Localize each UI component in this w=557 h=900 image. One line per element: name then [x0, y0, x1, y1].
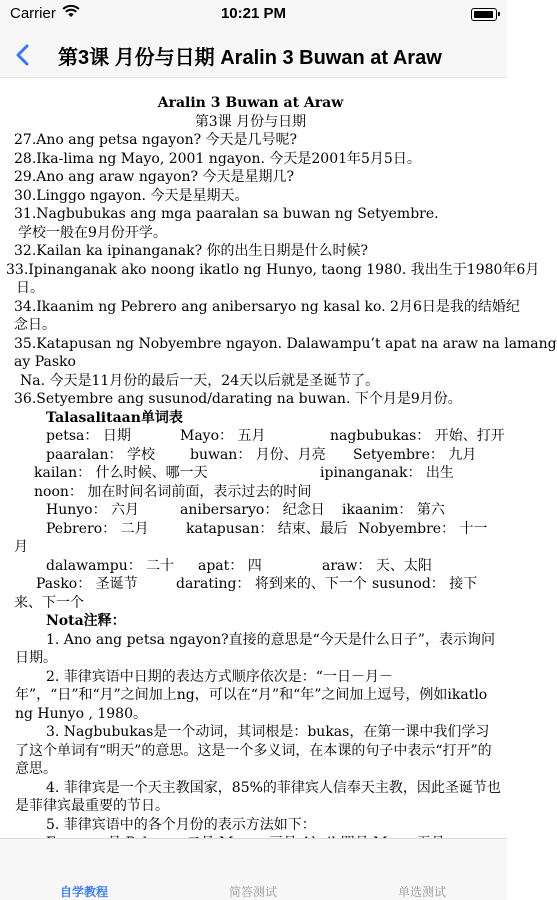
vocab-row [0, 483, 507, 502]
sentence-29: 29.Ano ang araw ngayon? 今天是星期几? [14, 169, 295, 185]
vocab-row [0, 501, 507, 520]
sentence-30: 30.Linggo ngayon. 今天是星期天。 [14, 187, 249, 204]
sentence-32: 32.Kailan ka ipinanganak? 你的出生日期是什么时候? [14, 243, 369, 259]
vocab-item-continued: 来、下一个 [14, 594, 84, 611]
vocab-item: Pasko： 圣诞节 [36, 576, 138, 592]
status-time: 10:21 PM [220, 5, 287, 22]
sentence-31-translation: 学校一般在9月份开学。 [18, 224, 167, 241]
vocab-item: apat： 四 [198, 557, 262, 574]
vocab-item: Mayo： 五月 [180, 428, 266, 444]
sentence-36: 36.Setyembre ang susunod/darating na buwan. 下个月是9月份。 [14, 391, 462, 407]
vocab-item: araw： 天、太阳 [322, 557, 432, 574]
vocab-row [0, 520, 507, 539]
navigation-bar [0, 30, 507, 78]
lesson-title-chinese: 第3课 月份与日期 [194, 113, 307, 130]
notes-heading: Nota注释： [46, 613, 126, 629]
sentence-35-continued: ay Pasko [14, 354, 76, 370]
chevron-left-icon [16, 44, 30, 66]
note-1: 1. Ano ang petsa ngayon?直接的意思是“今天是什么日子”，表示询问日期。 [15, 631, 495, 666]
vocab-item: petsa： 日期 [46, 428, 131, 444]
lesson-title-tagalog: Aralin 3 Buwan at Araw [157, 95, 344, 111]
tab-self-study[interactable]: 自学教程 [59, 885, 108, 899]
vocab-item: ikaanim： 第六 [342, 502, 445, 518]
sentence-28: 28.Ika-lima ng Mayo, 2001 ngayon. 今天是2001年5月5日。 [14, 150, 421, 167]
vocab-item: Hunyo： 六月 [46, 502, 140, 518]
status-bar [0, 0, 507, 30]
vocab-row [0, 557, 507, 576]
tab-bar [0, 838, 507, 900]
vocab-row [0, 575, 507, 594]
vocab-item: paaralan： 学校 [46, 446, 155, 463]
vocab-item: katapusan： 结束、最后 [186, 520, 348, 537]
back-button[interactable] [6, 36, 46, 72]
vocab-item: Setyembre： 九月 [353, 446, 477, 463]
vocab-item-continued: 月 [14, 539, 28, 555]
vocab-item: susunod： 接下 [372, 576, 478, 592]
note-2: 2. 菲律宾语中日期的表达方式顺序依次是：“一日－月－年”，“日”和“月”之间加上ng，可以在“月”和“年”之间加上逗号，例如ikatlo ng Hunyo , 1980。 [15, 668, 488, 722]
vocab-item: Nobyembre： 十一 [358, 520, 488, 537]
carrier-label: Carrier [10, 5, 56, 22]
sentence-31: 31.Nagbubukas ang mga paaralan sa buwan ng Setyembre. [14, 206, 439, 222]
vocab-item: kailan： 什么时候、哪一天 [34, 465, 208, 481]
vocab-item: nagbubukas： 开始、打开 [330, 428, 505, 444]
battery-icon [471, 8, 497, 21]
vocab-item: noon： 加在时间名词前面，表示过去的时间 [34, 483, 312, 500]
page-title: 第3课 月份与日期 Aralin 3 Buwan at Araw [58, 47, 442, 69]
note-5: 5. 菲律宾语中的各个月份的表示方法如下： [46, 816, 316, 833]
note-4: 4. 菲律宾是一个天主教国家，85%的菲律宾人信奉天主教，因此圣诞节也是菲律宾最重要的节日。 [15, 779, 501, 814]
sentence-35: 35.Katapusan ng Nobyembre ngayon. Dalawampu’t apat na araw na lamang [14, 335, 557, 352]
vocab-row [0, 464, 507, 483]
vocab-item: Pebrero： 二月 [46, 520, 149, 537]
sentence-33: 33.Ipinanganak ako noong ikatlo ng Hunyo, taong 1980. 我出生于1980年6月 [6, 261, 540, 278]
sentence-35-translation: Na. 今天是11月份的最后一天，24天以后就是圣诞节了。 [20, 372, 380, 389]
vocab-item: darating： 将到来的、下一个 [176, 576, 367, 592]
note-3: 3. Nagbubukas是一个动词，其词根是：bukas，在第一课中我们学习了这个单词有“明天”的意思。这是一个多义词，在本课的句子中表示“打开”的意思。 [15, 724, 492, 777]
vocab-item: anibersaryo： 纪念日 [180, 502, 325, 518]
vocab-item: ipinanganak： 出生 [320, 465, 454, 481]
sentence-33-continued: 日。 [16, 280, 44, 296]
sentence-34-continued: 念日。 [14, 317, 56, 333]
vocab-item: dalawampu： 二十 [46, 557, 175, 574]
tab-multiple-choice-test[interactable]: 单选测试 [397, 885, 446, 899]
sentence-27: 27.Ano ang petsa ngayon? 今天是几号呢? [14, 132, 298, 148]
vocab-item: buwan： 月份、月亮 [190, 446, 326, 463]
tab-short-answer-test[interactable]: 简答测试 [228, 885, 277, 899]
lesson-content[interactable] [0, 78, 557, 838]
sentence-34: 34.Ikaanim ng Pebrero ang anibersaryo ng kasal ko. 2月6日是我的结婚纪 [14, 298, 520, 315]
vocab-heading: Talasalitaan单词表 [46, 409, 183, 426]
vocab-row [0, 427, 507, 446]
vocab-row [0, 446, 507, 465]
